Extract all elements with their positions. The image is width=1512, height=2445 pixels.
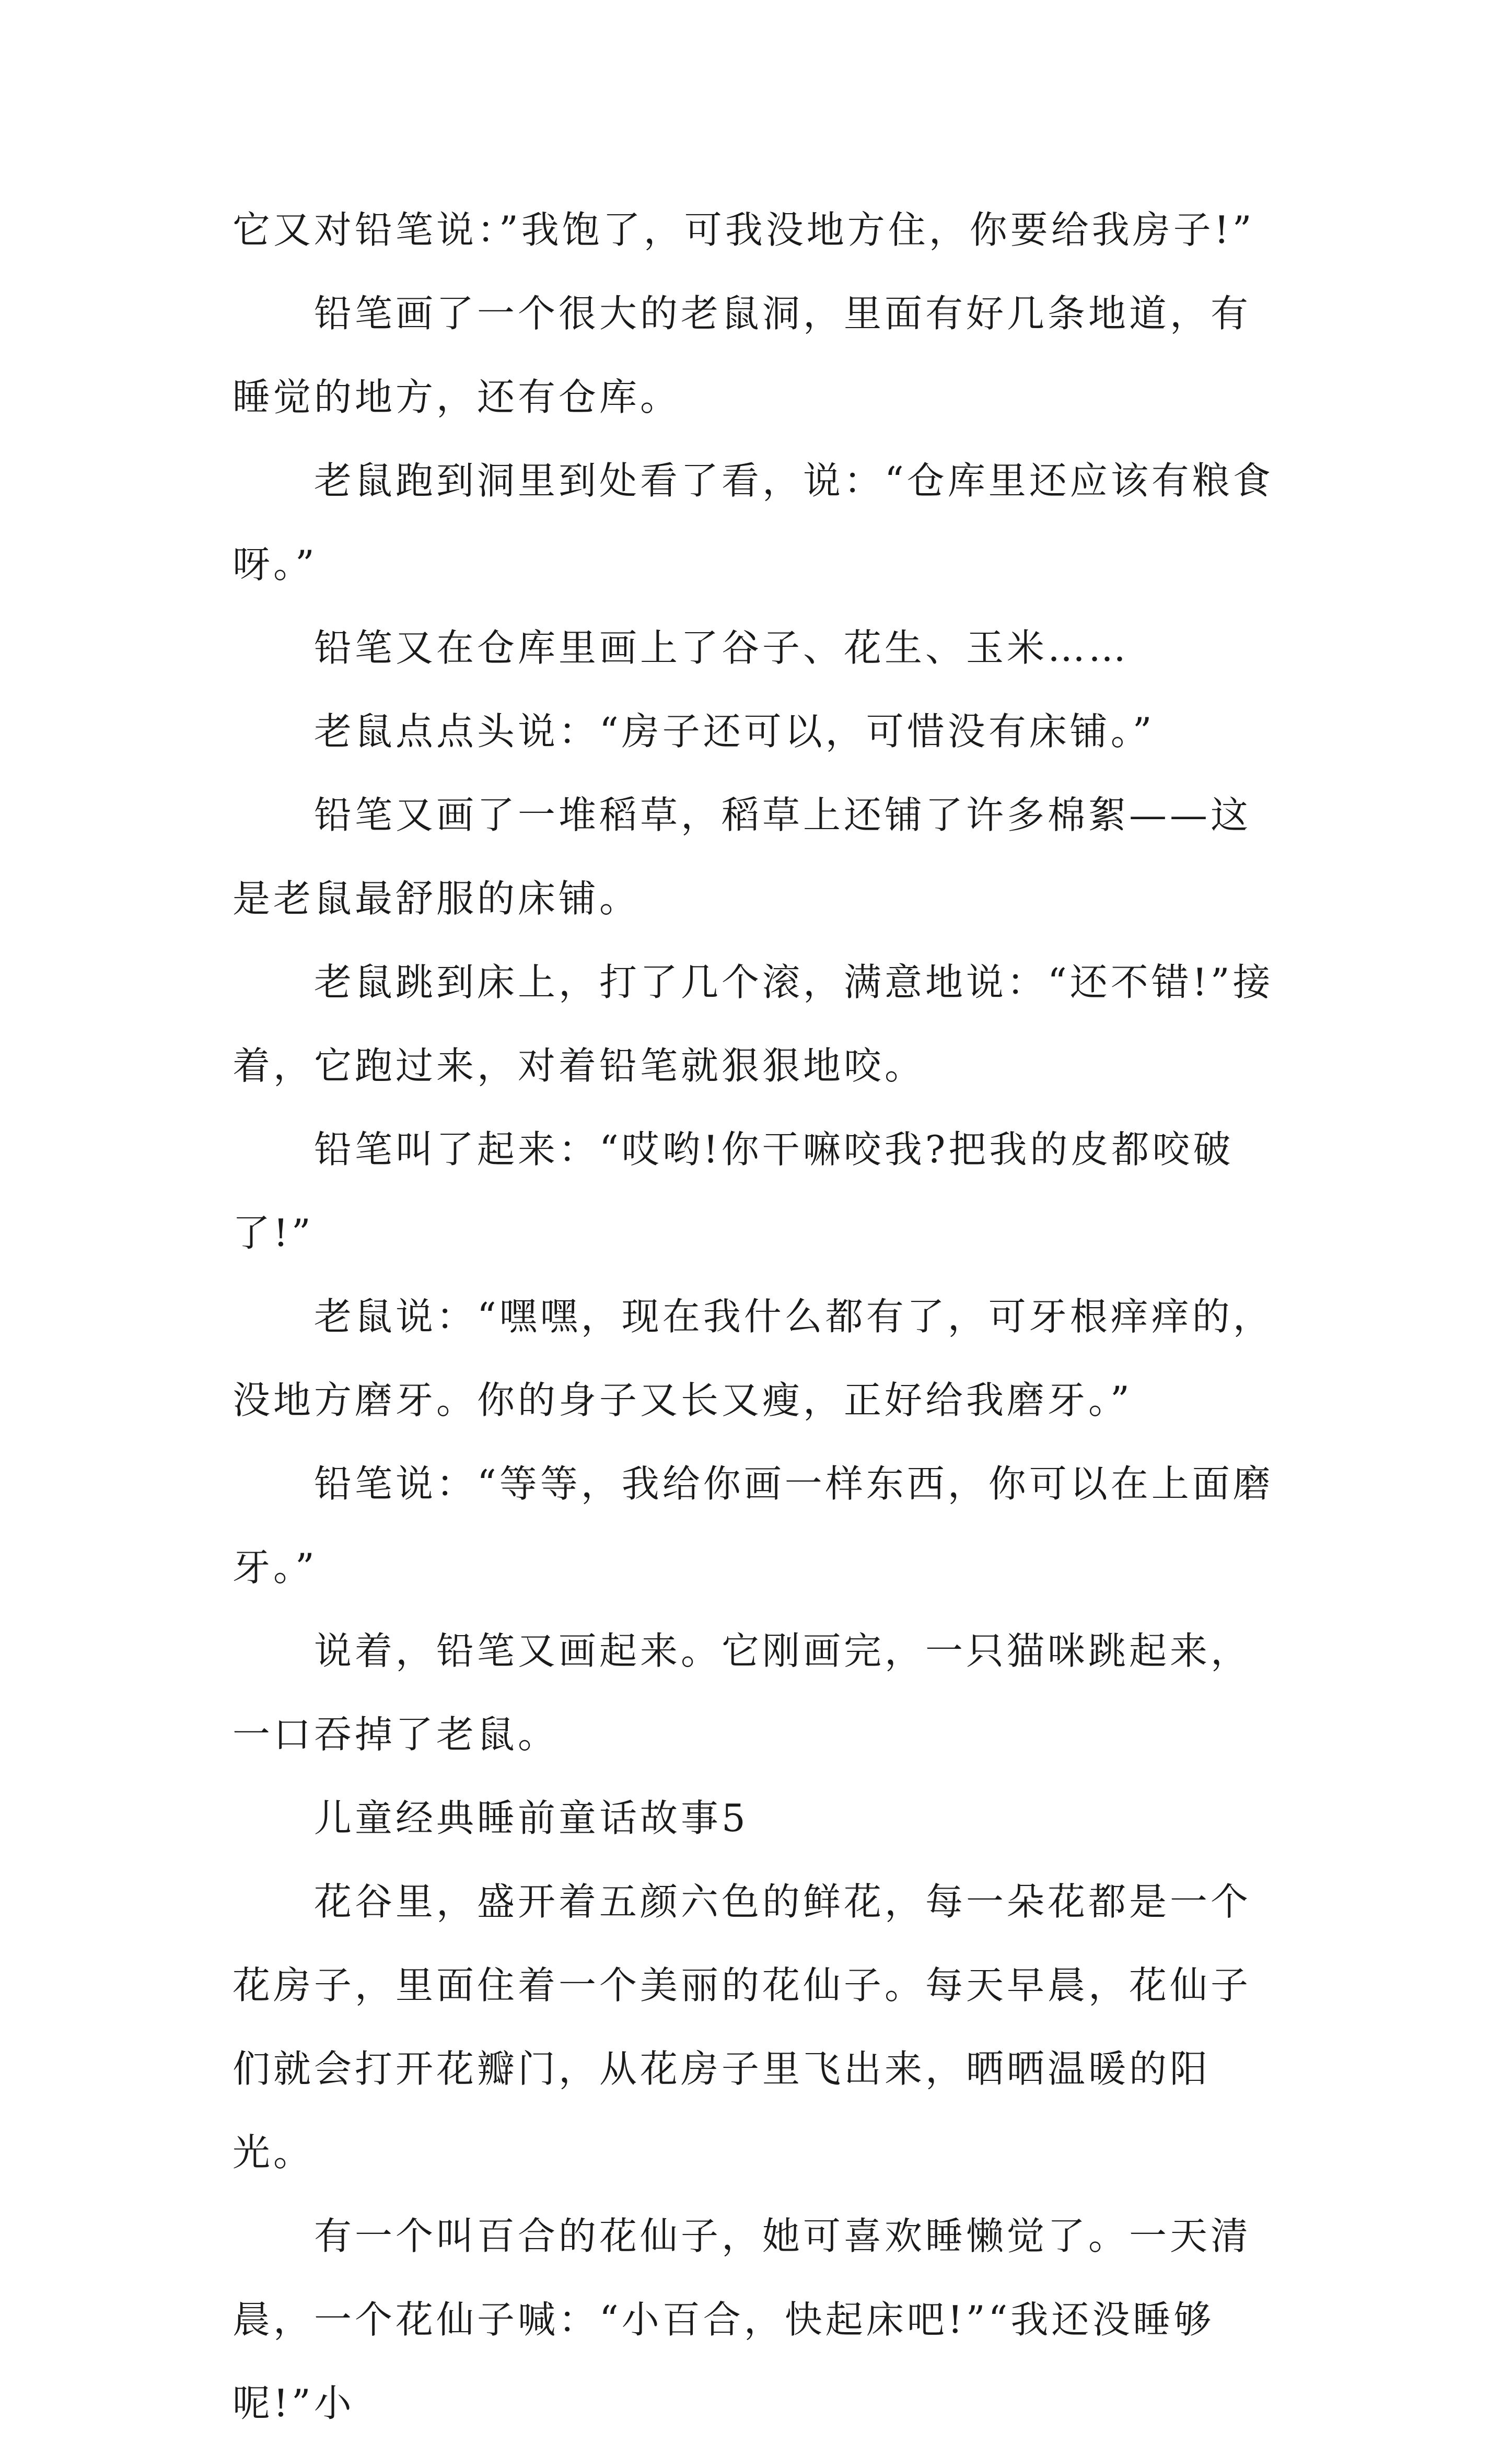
paragraph: 铅笔说：“等等，我给你画一样东西，你可以在上面磨牙。”: [232, 1462, 1274, 1589]
document-body: [232, 188, 1277, 2445]
paragraph: 它又对铅笔说：”我饱了，可我没地方住，你要给我房子!”: [232, 208, 1255, 252]
paragraph: 老鼠点点头说：“房子还可以，可惜没有床铺。”: [314, 709, 1155, 753]
paragraph: 老鼠跳到床上，打了几个滚，满意地说：“还不错!”接着，它跑过来，对着铅笔就狠狠地咬。: [232, 960, 1274, 1088]
paragraph: 说着，铅笔又画起来。它刚画完，一只猫咪跳起来，一口吞掉了老鼠。: [232, 1629, 1252, 1756]
paragraph: 老鼠跑到洞里到处看了看，说：“仓库里还应该有粮食呀。”: [232, 459, 1274, 586]
paragraph: 花谷里，盛开着五颜六色的鲜花，每一朵花都是一个花房子，里面住着一个美丽的花仙子。每天早晨，花仙子们就会打开花瓣门，从花房子里飞出来，晒晒温暖的阳光。: [232, 1880, 1252, 2174]
paragraph: 铅笔画了一个很大的老鼠洞，里面有好几条地道，有睡觉的地方，还有仓库。: [232, 292, 1252, 419]
paragraph: 铅笔又在仓库里画上了谷子、花生、玉米……: [314, 626, 1130, 670]
section-heading: 儿童经典睡前童话故事5: [314, 1796, 749, 1840]
paragraph: 老鼠说：“嘿嘿，现在我什么都有了，可牙根痒痒的，没地方磨牙。你的身子又长又瘦，正好给我磨牙。”: [232, 1295, 1274, 1422]
paragraph: 有一个叫百合的花仙子，她可喜欢睡懒觉了。一天清晨，一个花仙子喊：“小百合，快起床吧!”“我还没睡够呢!”小: [232, 2214, 1252, 2425]
paragraph: 铅笔又画了一堆稻草，稻草上还铺了许多棉絮——这是老鼠最舒服的床铺。: [232, 793, 1252, 921]
paragraph: 铅笔叫了起来：“哎哟!你干嘛咬我?把我的皮都咬破了!”: [232, 1127, 1234, 1255]
